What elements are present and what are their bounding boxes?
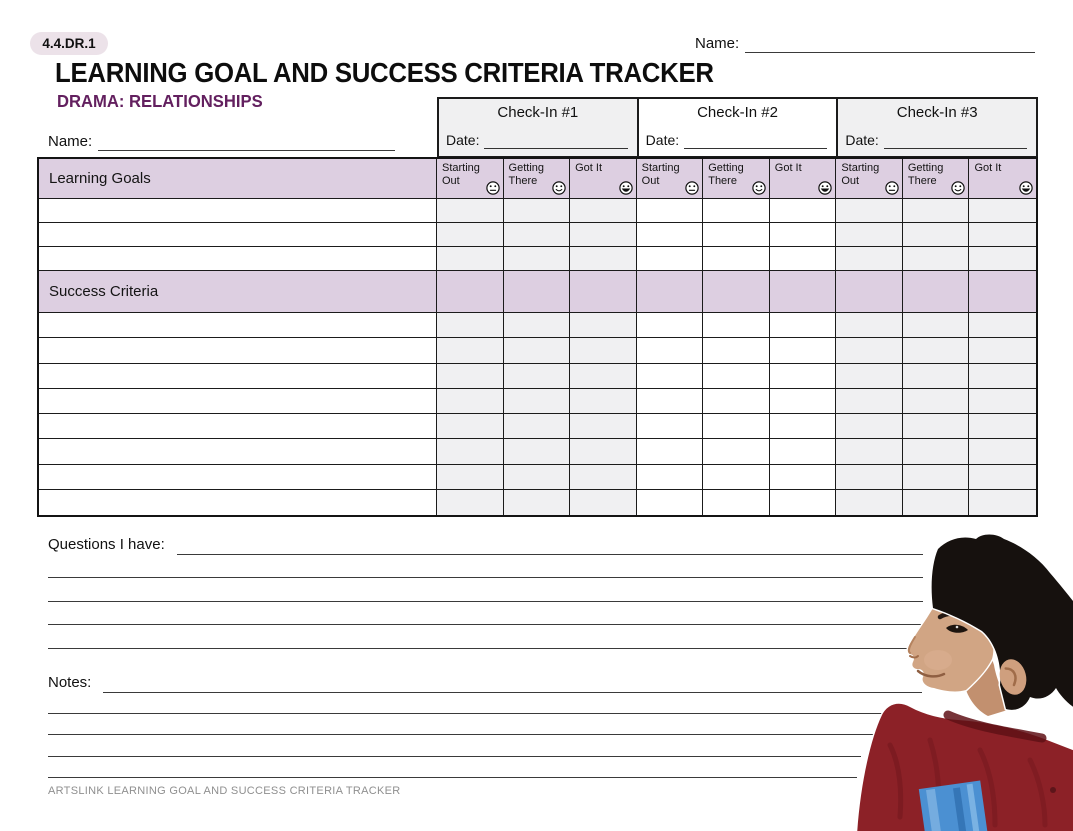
- rating-cell[interactable]: [504, 338, 571, 363]
- rating-cell[interactable]: [836, 313, 903, 338]
- rating-cell[interactable]: [903, 247, 970, 271]
- rating-cell[interactable]: [703, 313, 770, 338]
- rating-cell[interactable]: [703, 389, 770, 414]
- grinning-face-icon: [1019, 181, 1033, 195]
- writing-line[interactable]: [48, 714, 873, 735]
- rating-cell[interactable]: [637, 364, 704, 389]
- rating-cell[interactable]: [903, 439, 970, 464]
- entry-text-cell[interactable]: [39, 247, 437, 271]
- rating-cell[interactable]: [570, 338, 637, 363]
- rating-cell[interactable]: [504, 223, 571, 247]
- rating-cell[interactable]: [637, 439, 704, 464]
- rating-cell[interactable]: [836, 338, 903, 363]
- smiling-face-icon: [752, 181, 766, 195]
- rating-cell[interactable]: [637, 247, 704, 271]
- questions-section: [48, 536, 923, 649]
- writing-line[interactable]: [48, 735, 861, 756]
- rating-column-header-smiling-face: Getting There: [903, 159, 970, 199]
- notes-input-line[interactable]: [103, 676, 922, 693]
- rating-cell[interactable]: [570, 223, 637, 247]
- date-input-line[interactable]: [684, 134, 827, 149]
- rating-cell[interactable]: [504, 199, 571, 223]
- entry-text-cell[interactable]: [39, 364, 437, 389]
- rating-cell[interactable]: [903, 199, 970, 223]
- rating-cell[interactable]: [969, 414, 1036, 439]
- rating-cell[interactable]: [437, 199, 504, 223]
- rating-cell[interactable]: [770, 439, 837, 464]
- rating-cell[interactable]: [836, 490, 903, 515]
- rating-cell[interactable]: [836, 223, 903, 247]
- writing-line[interactable]: [48, 602, 923, 625]
- section-divider-cell: [836, 271, 903, 313]
- checkin-header-row: [437, 97, 1038, 158]
- rating-cell[interactable]: [903, 490, 970, 515]
- questions-input-line[interactable]: [177, 538, 923, 555]
- rating-cell[interactable]: [437, 247, 504, 271]
- rating-cell[interactable]: [437, 389, 504, 414]
- entry-text-cell[interactable]: [39, 490, 437, 515]
- rating-cell[interactable]: [637, 199, 704, 223]
- rating-cell[interactable]: [637, 465, 704, 490]
- page-title: LEARNING GOAL AND SUCCESS CRITERIA TRACKER: [55, 57, 714, 88]
- rating-cell[interactable]: [637, 490, 704, 515]
- section-divider-cell: [903, 271, 970, 313]
- smiling-face-icon: [552, 181, 566, 195]
- rating-cell[interactable]: [969, 338, 1036, 363]
- section-divider-cell: [637, 271, 704, 313]
- rating-cell[interactable]: [969, 313, 1036, 338]
- neutral-face-icon: [486, 181, 500, 195]
- section-divider-cell: [703, 271, 770, 313]
- rating-cell[interactable]: [903, 223, 970, 247]
- rating-cell[interactable]: [703, 199, 770, 223]
- rating-column-header-grinning-face: Got It: [770, 159, 837, 199]
- rating-cell[interactable]: [504, 439, 571, 464]
- rating-column-header-neutral-face: Starting Out: [836, 159, 903, 199]
- rating-column-header-grinning-face: Got It: [570, 159, 637, 199]
- date-input-line[interactable]: [484, 134, 627, 149]
- rating-cell[interactable]: [770, 338, 837, 363]
- student-name-field: [48, 133, 395, 151]
- rating-cell[interactable]: [770, 247, 837, 271]
- entry-text-cell[interactable]: [39, 199, 437, 223]
- rating-cell[interactable]: [836, 414, 903, 439]
- rating-cell[interactable]: [437, 313, 504, 338]
- date-input-line[interactable]: [884, 134, 1027, 149]
- top-name-label: Name:: [695, 35, 740, 52]
- student-photo: [830, 525, 1073, 831]
- rating-cell[interactable]: [703, 223, 770, 247]
- rating-cell[interactable]: [703, 439, 770, 464]
- writing-line[interactable]: [48, 757, 857, 778]
- rating-cell[interactable]: [836, 364, 903, 389]
- section-divider-cell: [770, 271, 837, 313]
- entry-text-cell[interactable]: [39, 465, 437, 490]
- rating-column-header-neutral-face: Starting Out: [437, 159, 504, 199]
- rating-cell[interactable]: [770, 313, 837, 338]
- notes-label: Notes:: [48, 674, 92, 691]
- rating-cell[interactable]: [637, 338, 704, 363]
- rating-cell[interactable]: [903, 389, 970, 414]
- rating-column-header-neutral-face: Starting Out: [637, 159, 704, 199]
- rating-cell[interactable]: [570, 414, 637, 439]
- rating-cell[interactable]: [437, 338, 504, 363]
- rating-cell[interactable]: [969, 199, 1036, 223]
- rating-cell[interactable]: [969, 389, 1036, 414]
- smiling-face-icon: [951, 181, 965, 195]
- rating-column-header-smiling-face: Getting There: [703, 159, 770, 199]
- rating-cell[interactable]: [437, 465, 504, 490]
- rating-cell[interactable]: [504, 364, 571, 389]
- neutral-face-icon: [885, 181, 899, 195]
- rating-cell[interactable]: [504, 389, 571, 414]
- rating-cell[interactable]: [637, 414, 704, 439]
- section-divider-cell: [570, 271, 637, 313]
- rating-cell[interactable]: [703, 465, 770, 490]
- rating-cell[interactable]: [570, 364, 637, 389]
- rating-cell[interactable]: [903, 338, 970, 363]
- rating-cell[interactable]: [504, 465, 571, 490]
- rating-cell[interactable]: [836, 247, 903, 271]
- rating-cell[interactable]: [437, 364, 504, 389]
- top-name-field: [695, 35, 1035, 53]
- rating-cell[interactable]: [504, 414, 571, 439]
- section-divider-cell: [437, 271, 504, 313]
- student-name-label: Name:: [48, 133, 93, 150]
- rating-cell[interactable]: [903, 465, 970, 490]
- rating-cell[interactable]: [770, 223, 837, 247]
- checkin-title: Check-In #2: [697, 104, 778, 121]
- entry-text-cell[interactable]: [39, 389, 437, 414]
- checkin-1-header: [439, 99, 637, 156]
- rating-cell[interactable]: [504, 313, 571, 338]
- rating-cell[interactable]: [570, 313, 637, 338]
- rating-cell[interactable]: [703, 338, 770, 363]
- rating-cell[interactable]: [703, 364, 770, 389]
- rating-cell[interactable]: [703, 247, 770, 271]
- grinning-face-icon: [818, 181, 832, 195]
- rating-cell[interactable]: [570, 247, 637, 271]
- notes-section: [48, 674, 922, 778]
- rating-cell[interactable]: [570, 490, 637, 515]
- rating-cell[interactable]: [770, 199, 837, 223]
- top-name-input-line[interactable]: [745, 35, 1035, 53]
- rating-cell[interactable]: [703, 414, 770, 439]
- date-label: Date:: [845, 132, 879, 148]
- rating-cell[interactable]: [637, 313, 704, 338]
- rating-cell[interactable]: [770, 490, 837, 515]
- rating-cell[interactable]: [836, 465, 903, 490]
- rating-cell[interactable]: [570, 199, 637, 223]
- date-label: Date:: [446, 132, 480, 148]
- rating-cell[interactable]: [969, 223, 1036, 247]
- rating-cell[interactable]: [570, 389, 637, 414]
- writing-line[interactable]: [48, 625, 923, 648]
- rating-column-header-grinning-face: Got It: [969, 159, 1036, 199]
- rating-cell[interactable]: [504, 247, 571, 271]
- entry-text-cell[interactable]: [39, 223, 437, 247]
- rating-cell[interactable]: [969, 247, 1036, 271]
- rating-cell[interactable]: [836, 199, 903, 223]
- footer-text: ARTSLINK LEARNING GOAL AND SUCCESS CRITERIA TRACKER: [48, 785, 401, 797]
- checkin-3-header: [836, 99, 1036, 156]
- rating-cell[interactable]: [969, 490, 1036, 515]
- rating-cell[interactable]: [969, 465, 1036, 490]
- entry-text-cell[interactable]: [39, 338, 437, 363]
- rating-cell[interactable]: [770, 414, 837, 439]
- writing-line[interactable]: [48, 693, 896, 714]
- entry-text-cell[interactable]: [39, 313, 437, 338]
- neutral-face-icon: [685, 181, 699, 195]
- curriculum-code-badge: 4.4.DR.1: [30, 32, 108, 55]
- rating-cell[interactable]: [770, 364, 837, 389]
- checkin-title: Check-In #1: [497, 104, 579, 121]
- writing-line[interactable]: [48, 555, 923, 578]
- grinning-face-icon: [619, 181, 633, 195]
- date-label: Date:: [645, 132, 680, 148]
- writing-line[interactable]: [48, 578, 923, 601]
- rating-cell[interactable]: [437, 414, 504, 439]
- rating-cell[interactable]: [437, 223, 504, 247]
- rating-cell[interactable]: [504, 490, 571, 515]
- student-name-input-line[interactable]: [98, 133, 395, 151]
- checkin-2-header: [637, 99, 837, 156]
- rating-cell[interactable]: [969, 364, 1036, 389]
- rating-column-header-smiling-face: Getting There: [504, 159, 571, 199]
- questions-label: Questions I have:: [48, 536, 165, 553]
- rating-cell[interactable]: [437, 490, 504, 515]
- shirt-graphic: [919, 781, 988, 831]
- rating-cell[interactable]: [903, 414, 970, 439]
- section-divider-cell: [504, 271, 571, 313]
- rating-cell[interactable]: [836, 389, 903, 414]
- rating-cell[interactable]: [570, 465, 637, 490]
- section-divider-cell: [969, 271, 1036, 313]
- rating-cell[interactable]: [637, 223, 704, 247]
- page-subtitle: DRAMA: RELATIONSHIPS: [57, 91, 263, 111]
- rating-cell[interactable]: [836, 439, 903, 464]
- rating-cell[interactable]: [637, 389, 704, 414]
- rating-cell[interactable]: [570, 439, 637, 464]
- rating-cell[interactable]: [770, 389, 837, 414]
- rating-cell[interactable]: [703, 490, 770, 515]
- entry-text-cell[interactable]: [39, 439, 437, 464]
- checkin-title: Check-In #3: [896, 104, 978, 121]
- learning-goals-header: Learning Goals: [39, 159, 437, 199]
- rating-cell[interactable]: [903, 313, 970, 338]
- rating-cell[interactable]: [903, 364, 970, 389]
- rating-cell[interactable]: [770, 465, 837, 490]
- entry-text-cell[interactable]: [39, 414, 437, 439]
- rating-cell[interactable]: [969, 439, 1036, 464]
- rating-cell[interactable]: [437, 439, 504, 464]
- tracker-grid: [37, 157, 1038, 517]
- success-criteria-header: Success Criteria: [39, 271, 437, 313]
